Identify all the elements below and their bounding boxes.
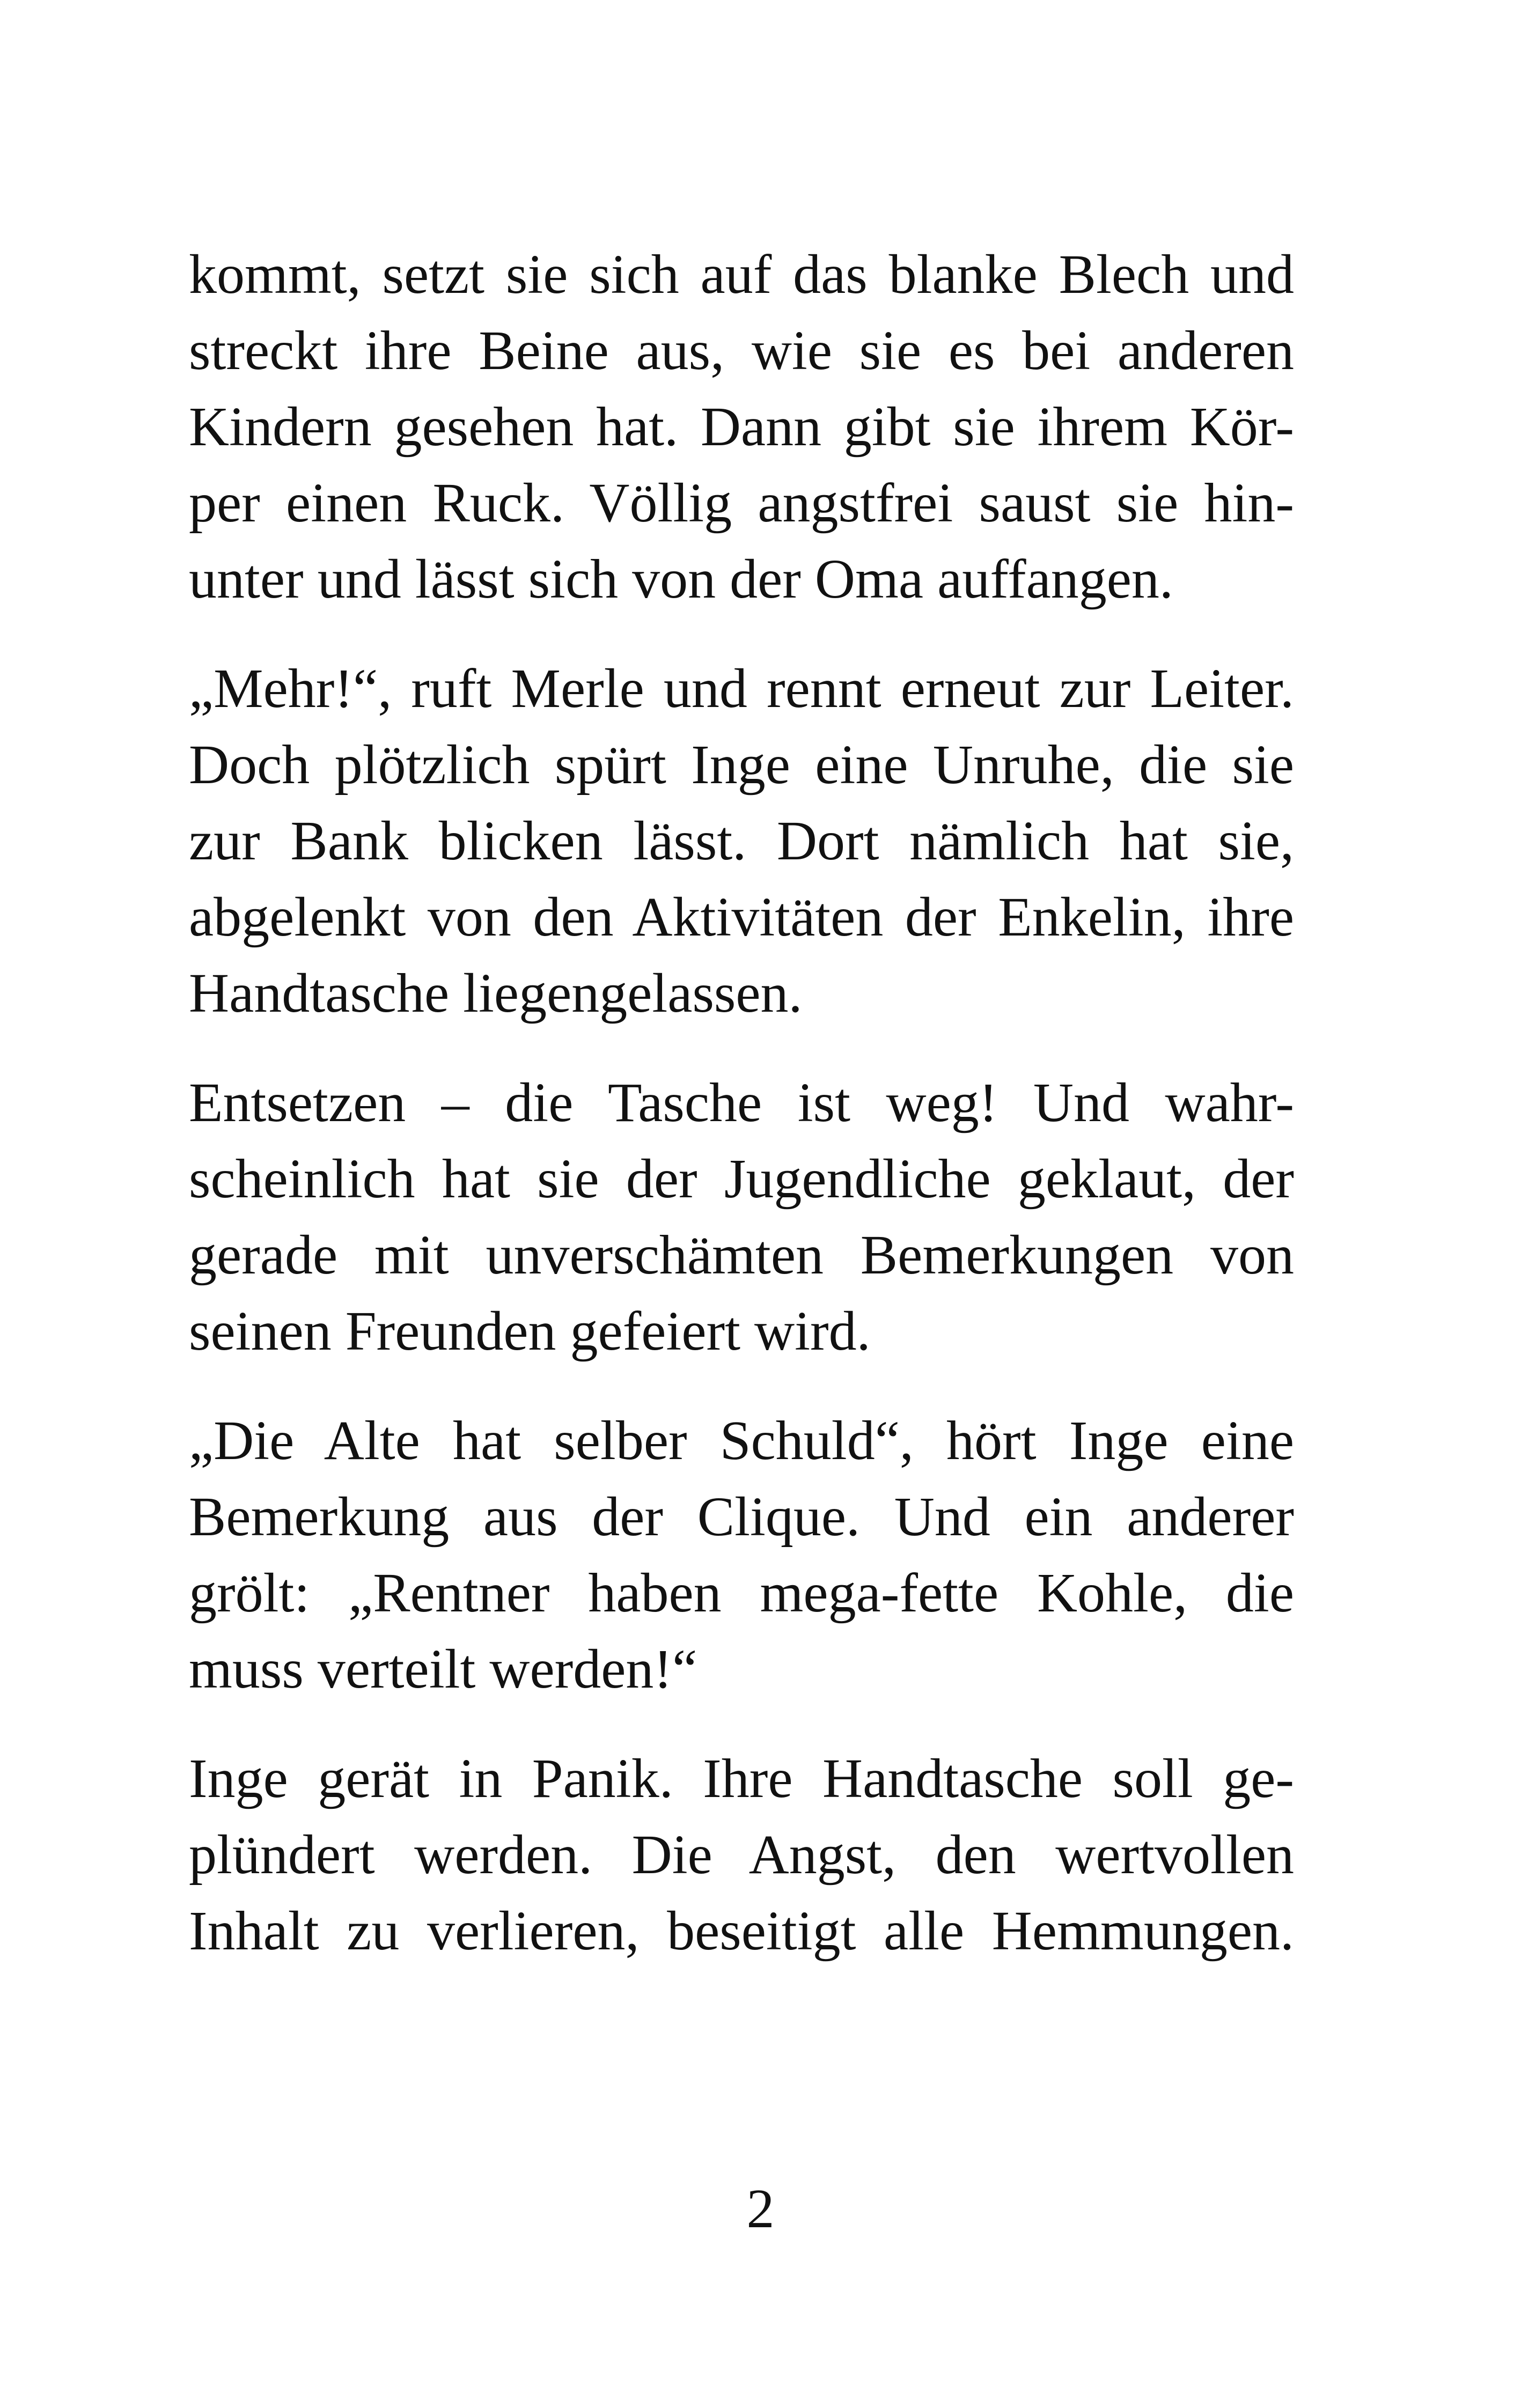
text-line: muss verteilt werden!“ — [189, 1638, 697, 1700]
text-line: gerade mit unverschämten Bemerkungen von — [189, 1224, 1294, 1286]
paragraph-4 — [189, 1403, 1294, 1707]
text-line: seinen Freunden gefeiert wird. — [189, 1300, 871, 1362]
page-number: 2 — [746, 2178, 775, 2240]
text-line: Entsetzen – die Tasche ist weg! Und wahr- — [189, 1072, 1294, 1133]
text-line: streckt ihre Beine aus, wie sie es bei anderen — [189, 320, 1294, 381]
text-line: zur Bank blicken lässt. Dort nämlich hat sie, — [189, 810, 1294, 872]
text-line: Kindern gesehen hat. Dann gibt sie ihrem Kör- — [189, 396, 1294, 458]
text-line: unter und lässt sich von der Oma auffangen. — [189, 548, 1173, 610]
text-line: scheinlich hat sie der Jugendliche geklaut, der — [189, 1148, 1294, 1210]
text-line: kommt, setzt sie sich auf das blanke Blech und — [189, 244, 1294, 305]
paragraph-5 — [189, 1741, 1294, 1969]
paragraph-2 — [189, 651, 1294, 1032]
text-line: „Die Alte hat selber Schuld“, hört Inge eine — [189, 1410, 1294, 1471]
text-line: per einen Ruck. Völlig angstfrei saust sie hin- — [189, 472, 1294, 534]
text-line: Bemerkung aus der Clique. Und ein anderer — [189, 1486, 1294, 1548]
paragraph-3 — [189, 1065, 1294, 1369]
text-line: abgelenkt von den Aktivitäten der Enkelin, ihre — [189, 886, 1294, 948]
body-text — [189, 237, 1294, 2002]
text-line: grölt: „Rentner haben mega-fette Kohle, die — [189, 1562, 1294, 1624]
text-line: Doch plötzlich spürt Inge eine Unruhe, die sie — [189, 734, 1294, 796]
text-line: plündert werden. Die Angst, den wertvollen — [189, 1824, 1294, 1886]
text-line: „Mehr!“, ruft Merle und rennt erneut zur Leiter. — [189, 658, 1294, 719]
text-line: Inhalt zu verlieren, beseitigt alle Hemmungen. — [189, 1900, 1294, 1962]
text-line: Handtasche liegengelassen. — [189, 962, 803, 1024]
paragraph-1 — [189, 237, 1294, 617]
text-line: Inge gerät in Panik. Ihre Handtasche soll ge- — [189, 1748, 1294, 1809]
